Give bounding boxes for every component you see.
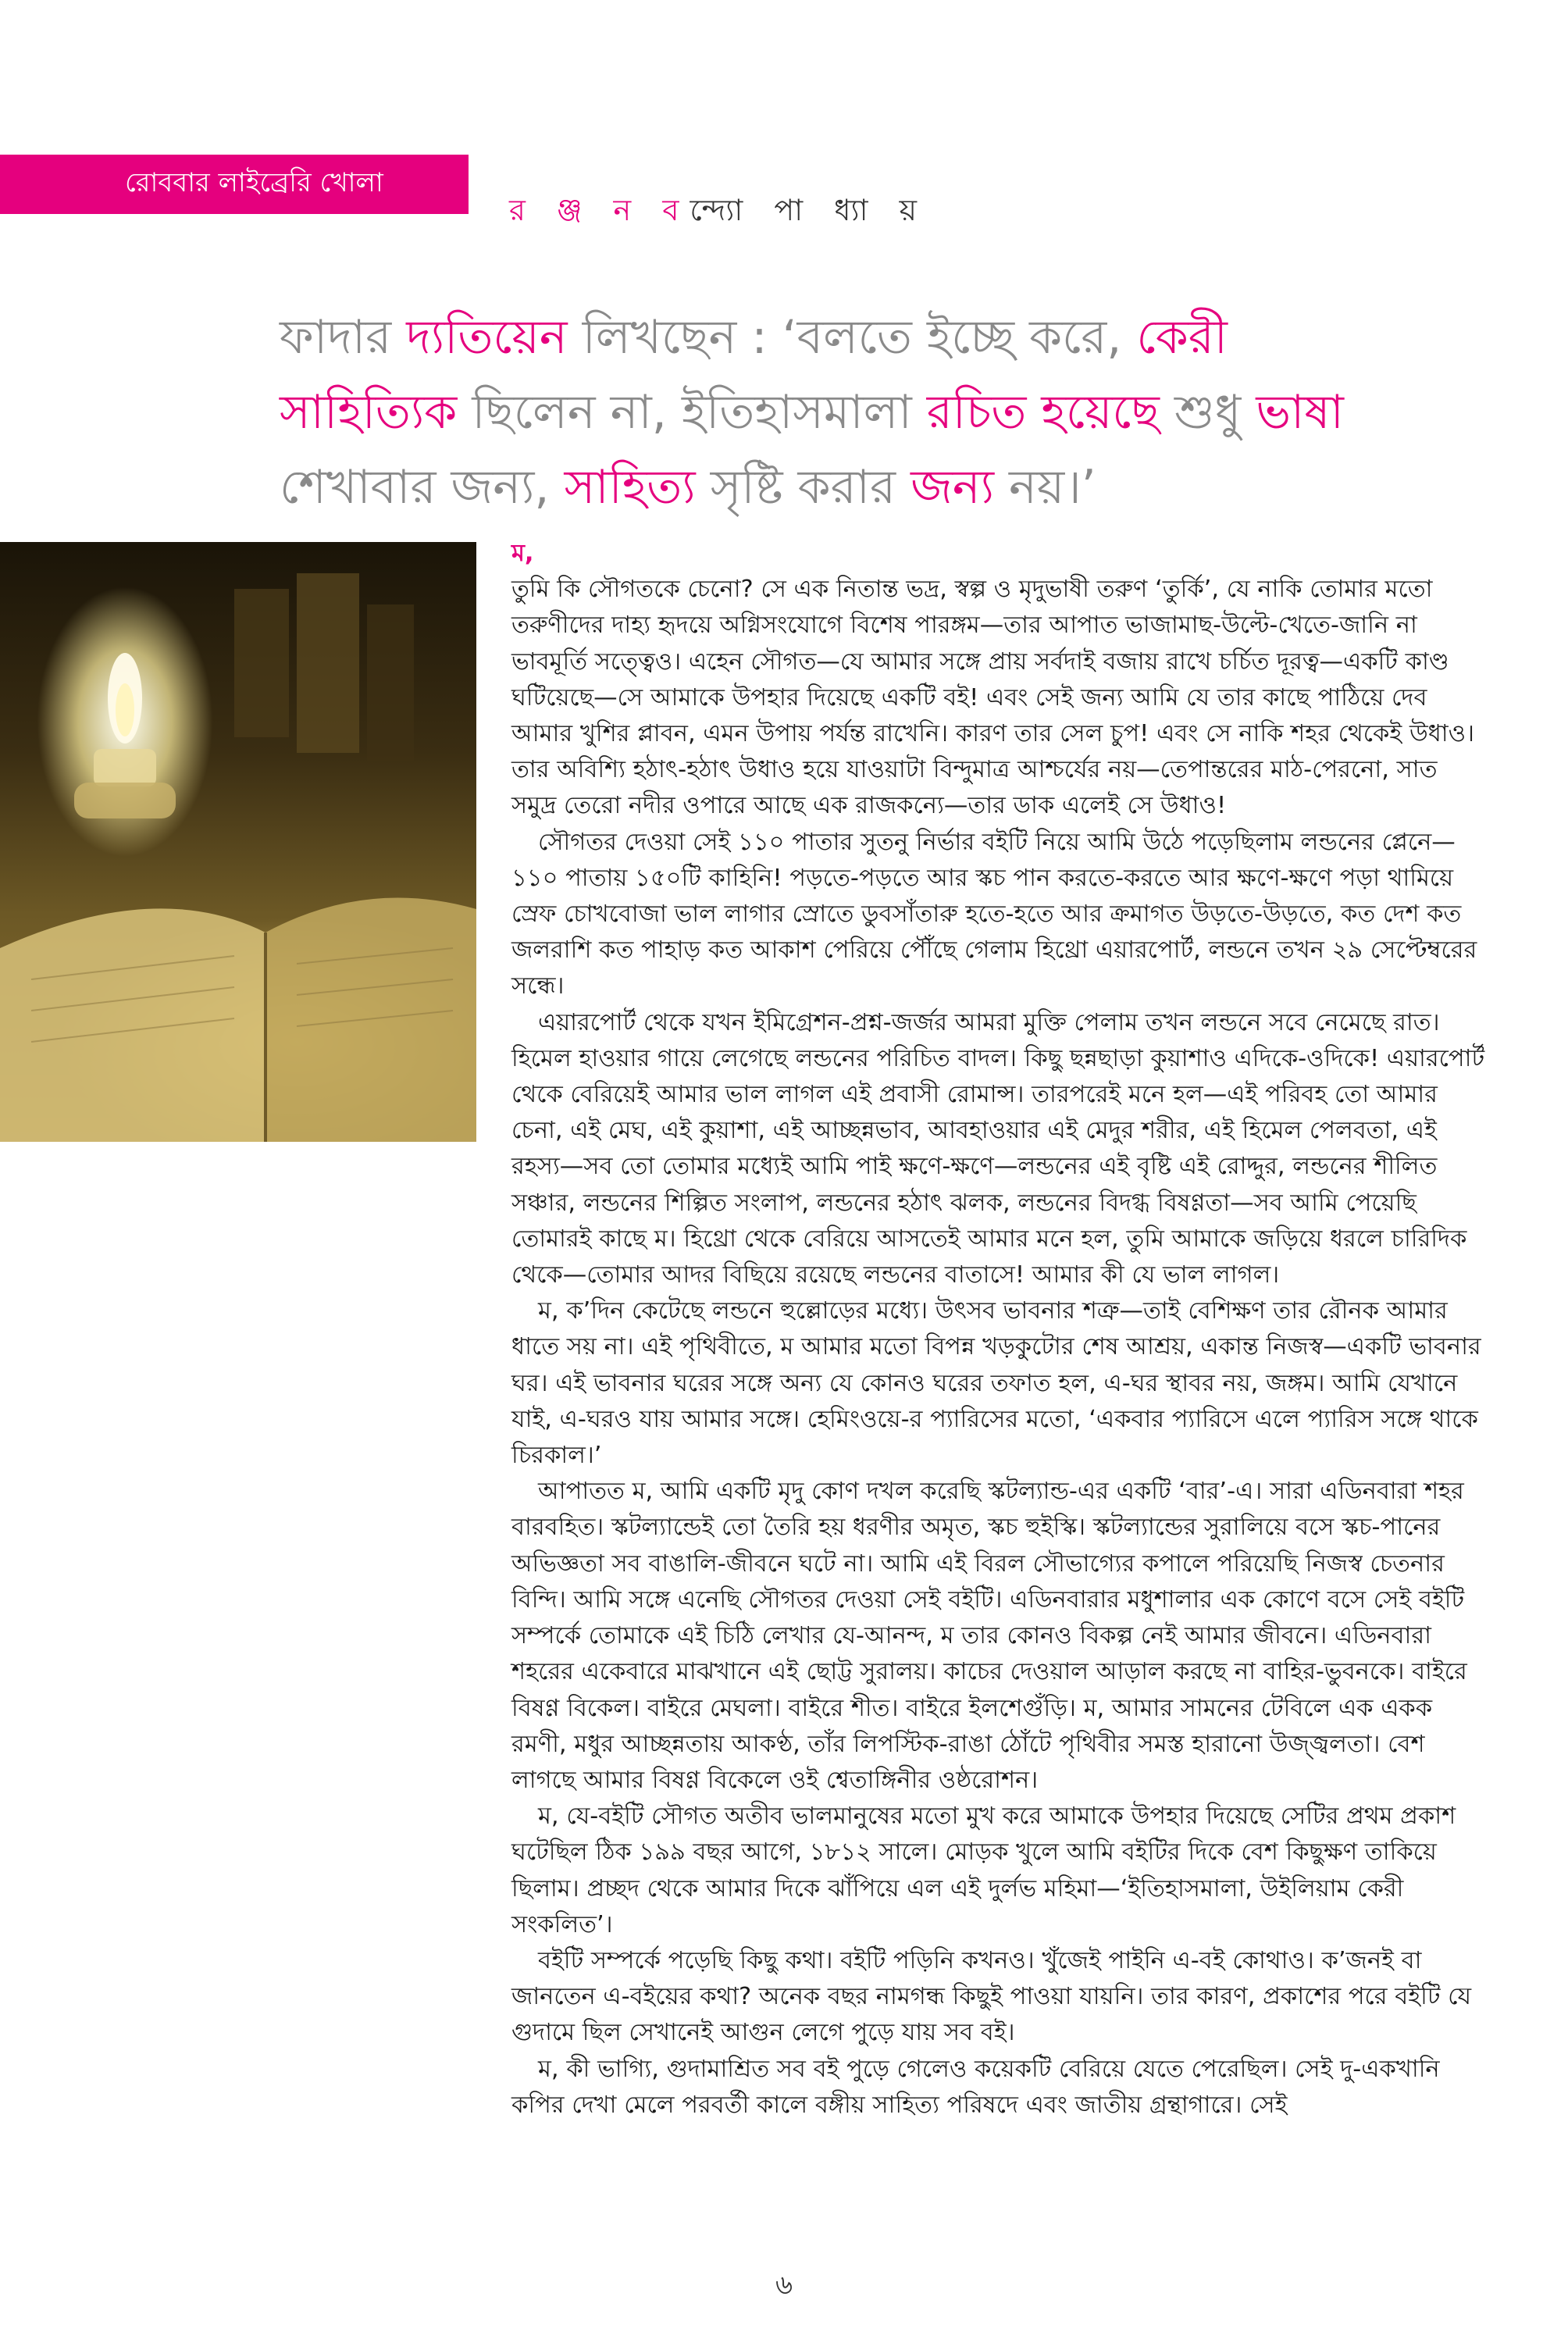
candle-and-open-book-photo bbox=[0, 542, 476, 1142]
pull-quote-highlight: জন্য bbox=[911, 460, 994, 515]
pull-quote bbox=[280, 300, 1420, 525]
paragraph: এয়ারপোর্ট থেকে যখন ইমিগ্রেশন-প্রশ্ন-জর্জর আমরা মুক্তি পেলাম তখন লন্ডনে সবে নেমেছে রাত। হিমেল হাওয়ার গায়ে লেগেছে লন্ডনের পরিচিত বাদল। কিছু ছন্নছাড়া কুয়াশাও এদিকে-ওদিকে! এয়ারপোর্ট থেকে বেরিয়েই আমার ভাল লাগল এই প্রবাসী রোমান্স। তারপরেই মনে হল—এই পরিবহ তো আমার চেনা, এই মেঘ, এই কুয়াশা, এই আচ্ছন্নভাব, আবহাওয়ার এই মেদুর শরীর, এই হিমেল পেলবতা, এই রহস্য—সব তো তোমার মধ্যেই আমি পাই ক্ষণে-ক্ষণে—লন্ডনের এই বৃষ্টি এই রোদ্দুর, লন্ডনের শীলিত সঞ্চার, লন্ডনের শিল্পিত সংলাপ, লন্ডনের হঠাৎ ঝলক, লন্ডনের বিদগ্ধ বিষণ্ণতা—সব আমি পেয়েছি তোমারই কাছে ম। হিথ্রো থেকে বেরিয়ে আসতেই আমার মনে হল, তুমি আমাকে জড়িয়ে ধরলে চারিদিক থেকে—তোমার আদর বিছিয়ে রয়েছে লন্ডনের বাতাসে! আমার কী যে ভাল লাগল। bbox=[511, 1008, 1485, 1289]
author-first-name: র ঞ্জ ন bbox=[509, 193, 643, 227]
pull-quote-highlight: সাহিত্য bbox=[564, 460, 696, 515]
pull-quote-text: ফাদার bbox=[280, 310, 407, 365]
paragraph: তুমি কি সৌগতকে চেনো? সে এক নিতান্ত ভদ্র, স্বল্প ও মৃদুভাষী তরুণ ‘তুর্কি’, যে নাকি তোমার মতো তরুণীদের দাহ্য হৃদয়ে অগ্নিসংযোগে বিশেষ পারঙ্গম—তার আপাত ভাজামাছ-উল্টে-খেতে-জানি না ভাবমূর্তি সত্ত্বেও। এহেন সৌগত—যে আমার সঙ্গে প্রায় সর্বদাই বজায় রাখে চর্চিত দূরত্ব—একটি কাণ্ড ঘটিয়েছে—সে আমাকে উপহার দিয়েছে একটি বই! এবং সেই জন্য আমি যে তার কাছে পাঠিয়ে দেব আমার খুশির প্লাবন, এমন উপায় পর্যন্ত রাখেনি। কারণ তার সেল চুপ! এবং সে নাকি শহর থেকেই উধাও। তার অবিশ্যি হঠাৎ-হঠাৎ উধাও হয়ে যাওয়াটা বিন্দুমাত্র আশ্চর্যের নয়—তেপান্তরের মাঠ-পেরনো, সাত সমুদ্র তেরো নদীর ওপারে আছে এক রাজকন্যে—তার ডাক এলেই সে উধাও! bbox=[511, 576, 1475, 820]
paragraph: সৌগতর দেওয়া সেই ১১০ পাতার সুতনু নির্ভার বইটি নিয়ে আমি উঠে পড়েছিলাম লন্ডনের প্লেনে—১১০ পাতায় ১৫০টি কাহিনি! পড়তে-পড়তে আর স্কচ পান করতে-করতে আর ক্ষণে-ক্ষণে পড়া থামিয়ে স্রেফ চোখবোজা ভাল লাগার স্রোতে ডুবসাঁতারু হতে-হতে আর ক্রমাগত উড়তে-উড়তে, কত দেশ কত জলরাশি কত পাহাড় কত আকাশ পেরিয়ে পৌঁছে গেলাম হিথ্রো এয়ারপোর্ট, লন্ডনে তখন ২৯ সেপ্টেম্বরের সন্ধে। bbox=[511, 828, 1477, 1000]
pull-quote-highlight: রচিত হয়েছে bbox=[926, 385, 1160, 440]
letter-body bbox=[511, 536, 1489, 2124]
pull-quote-highlight: ভাষা bbox=[1256, 385, 1344, 440]
author-name bbox=[509, 187, 928, 237]
pull-quote-text: সৃষ্টি করার bbox=[695, 460, 911, 515]
author-last-name-rest: ন্দ্যো পা ধ্যা য় bbox=[690, 193, 928, 227]
page-number: ৬ bbox=[775, 2270, 793, 2301]
pull-quote-highlight: কেরী সাহিত্যিক bbox=[280, 310, 1228, 440]
series-title-band bbox=[0, 155, 469, 214]
pull-quote-text: ছিলেন না, ইতিহাসমালা bbox=[457, 385, 927, 440]
author-last-name-initial: ব bbox=[662, 193, 690, 227]
pull-quote-text: শেখাবার জন্য, bbox=[280, 460, 565, 515]
paragraph: আপাতত ম, আমি একটি মৃদু কোণ দখল করেছি স্কটল্যান্ড-এর একটি ‘বার’-এ। সারা এডিনবারা শহর বারবহিত। স্কটল্যান্ডেই তো তৈরি হয় ধরণীর অমৃত, স্কচ হুইস্কি। স্কটল্যান্ডের সুরালিয়ে বসে স্কচ-পানের অভিজ্ঞতা সব বাঙালি-জীবনে ঘটে না। আমি এই বিরল সৌভাগ্যের কপালে পরিয়েছি নিজস্ব চেতনার বিন্দি। আমি সঙ্গে এনেছি সৌগতর দেওয়া সেই বইটি। এডিনবারার মধুশালার এক কোণে বসে সেই বইটি সম্পর্কে তোমাকে এই চিঠি লেখার যে-আনন্দ, ম তার কোনও বিকল্প নেই আমার জীবনে। এডিনবারা শহরের একেবারে মাঝখানে এই ছোট্ট সুরালয়। কাচের দেওয়াল আড়াল করছে না বাহির-ভুবনকে। বাইরে বিষণ্ণ বিকেল। বাইরে মেঘলা। বাইরে শীত। বাইরে ইলশেগুঁড়ি। ম, আমার সামনের টেবিলে এক একক রমণী, মধুর আচ্ছন্নতায় আকণ্ঠ, তাঁর লিপস্টিক-রাঙা ঠোঁটে পৃথিবীর সমস্ত হারানো উজ্জ্বলতা। বেশ লাগছে আমার বিষণ্ণ বিকেলে ওই শ্বেতাঙ্গিনীর ওষ্ঠরোশন। bbox=[511, 1478, 1467, 1794]
series-title: রোববার লাইব্রেরি খোলা bbox=[125, 167, 383, 198]
pull-quote-text: নয়।’ bbox=[993, 460, 1096, 515]
paragraph: ম, কী ভাগ্যি, গুদামাশ্রিত সব বই পুড়ে গেলেও কয়েকটি বেরিয়ে যেতে পেরেছিল। সেই দু-একখানি কপির দেখা মেলে পরবর্তী কালে বঙ্গীয় সাহিত্য পরিষদে এবং জাতীয় গ্রন্থাগারে। সেই bbox=[511, 2055, 1440, 2119]
salutation: ম, bbox=[511, 540, 534, 567]
pull-quote-highlight: দ্যতিয়েন bbox=[406, 310, 568, 365]
paragraph: বইটি সম্পর্কে পড়েছি কিছু কথা। বইটি পড়িনি কখনও। খুঁজেই পাইনি এ-বই কোথাও। ক’জনই বা জানতেন এ-বইয়ের কথা? অনেক বছর নামগন্ধ কিছুই পাওয়া যায়নি। তার কারণ, প্রকাশের পরে বইটি যে গুদামে ছিল সেখানেই আগুন লেগে পুড়ে যায় সব বই। bbox=[511, 1946, 1472, 2047]
paragraph: ম, ক’দিন কেটেছে লন্ডনে হুল্লোড়ের মধ্যে। উৎসব ভাবনার শত্রু—তাই বেশিক্ষণ তার রৌনক আমার ধাতে সয় না। এই পৃথিবীতে, ম আমার মতো বিপন্ন খড়কুটোর শেষ আশ্রয়, একান্ত নিজস্ব—একটি ভাবনার ঘর। এই ভাবনার ঘরের সঙ্গে অন্য যে কোনও ঘরের তফাত হল, এ-ঘর স্থাবর নয়, জঙ্গম। আমি যেখানে যাই, এ-ঘরও যায় আমার সঙ্গে। হেমিংওয়ে-র প্যারিসের মতো, ‘একবার প্যারিসে এলে প্যারিস সঙ্গে থাকে চিরকাল।’ bbox=[511, 1297, 1481, 1470]
pull-quote-text: শুধু bbox=[1159, 385, 1256, 440]
paragraph: ম, যে-বইটি সৌগত অতীব ভালমানুষের মতো মুখ করে আমাকে উপহার দিয়েছে সেটির প্রথম প্রকাশ ঘটেছিল ঠিক ১৯৯ বছর আগে, ১৮১২ সালে। মোড়ক খুলে আমি বইটির দিকে বেশ কিছুক্ষণ তাকিয়ে ছিলাম। প্রচ্ছদ থেকে আমার দিকে ঝাঁপিয়ে এল এই দুর্লভ মহিমা—‘ইতিহাসমালা, উইলিয়াম কেরী সংকলিত’। bbox=[511, 1803, 1456, 1938]
pull-quote-text: লিখছেন : ‘বলতে ইচ্ছে করে, bbox=[567, 310, 1137, 365]
